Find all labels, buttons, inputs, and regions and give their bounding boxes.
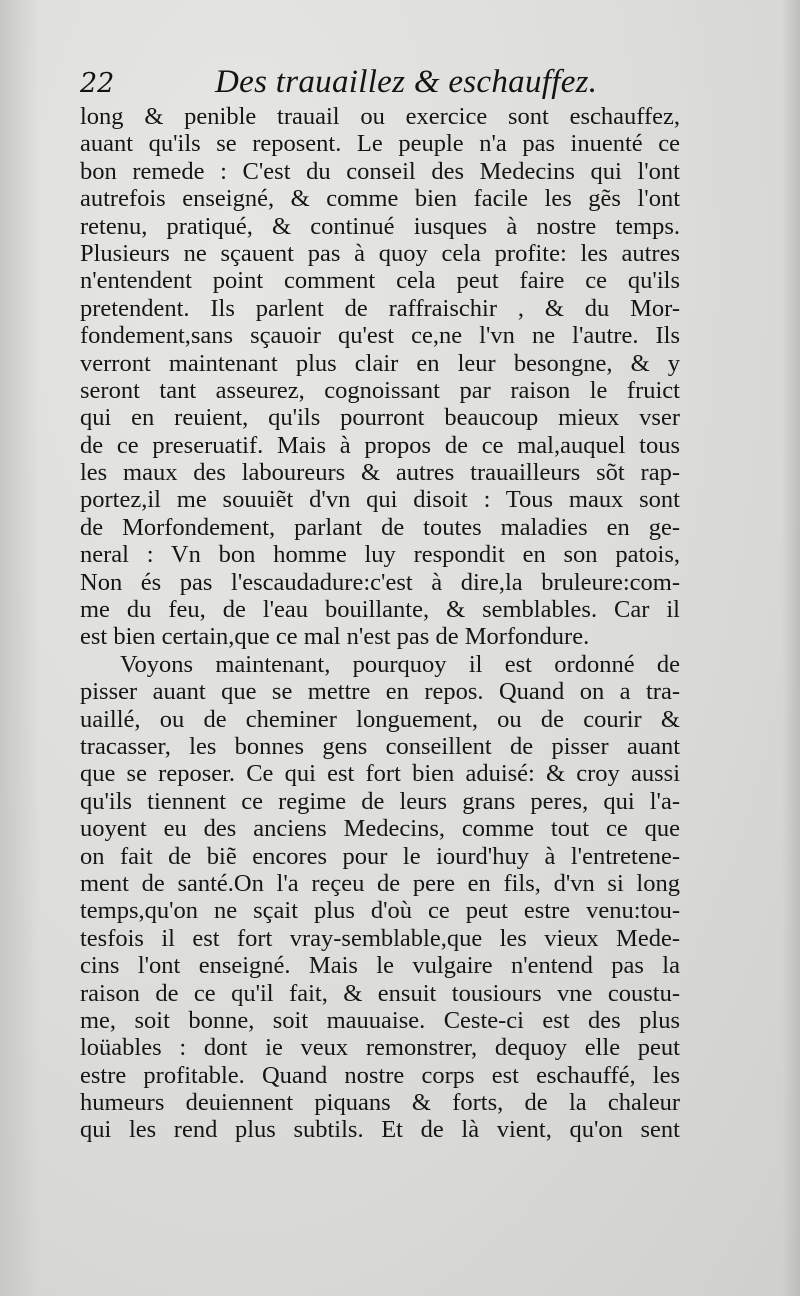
text-line: les maux des laboureurs & autres trauailleurs sõt rap- xyxy=(80,459,680,487)
text-line: on fait de biẽ encores pour le iourd'huy à l'entretene- xyxy=(80,842,680,870)
text-line: n'entendent point comment cela peut faire ce qu'ils xyxy=(80,267,680,295)
text-line: neral : Vn bon homme luy respondit en son patois, xyxy=(80,541,680,569)
text-line: bon remede : C'est du conseil des Medecins qui l'ont xyxy=(80,157,680,185)
text-line: me, soit bonne, soit mauuaise. Ceste-ci est des plus xyxy=(80,1006,680,1034)
text-line: ment de santé.On l'a reçeu de pere en fils, d'vn si long xyxy=(80,869,680,897)
page-header xyxy=(80,62,680,102)
text-line: auant qu'ils se reposent. Le peuple n'a pas inuenté ce xyxy=(80,130,680,158)
text-line: tracasser, les bonnes gens conseillent de pisser auant xyxy=(80,732,680,760)
text-line: seront tant asseurez, cognoissant par raison le fruict xyxy=(80,376,680,404)
text-line: de Morfondement, parlant de toutes maladies en ge- xyxy=(80,513,680,541)
text-line: qui les rend plus subtils. Et de là vient, qu'on sent xyxy=(80,1116,680,1144)
text-line: tesfois il est fort vray-semblable,que les vieux Mede- xyxy=(80,924,680,952)
text-line: Plusieurs ne sçauent pas à quoy cela profite: les autres xyxy=(80,239,680,267)
text-line: me du feu, de l'eau bouillante, & semblables. Car il xyxy=(80,596,680,624)
running-head: Des trauaillez & eschauffez. xyxy=(215,64,598,100)
text-line: Non és pas l'escaudadure:c'est à dire,la bruleure:com- xyxy=(80,568,680,596)
text-line: temps,qu'on ne sçait plus d'où ce peut estre venu:tou- xyxy=(80,897,680,925)
text-line: loüables : dont ie veux remonstrer, dequoy elle peut xyxy=(80,1034,680,1062)
text-line: de ce preseruatif. Mais à propos de ce mal,auquel tous xyxy=(80,431,680,459)
text-line: retenu, pratiqué, & continué iusques à nostre temps. xyxy=(80,212,680,240)
text-line: que se reposer. Ce qui est fort bien aduisé: & croy aussi xyxy=(80,760,680,788)
text-line: uoyent eu des anciens Medecins, comme tout ce que xyxy=(80,815,680,843)
text-line: fondement,sans sçauoir qu'est ce,ne l'vn ne l'autre. Ils xyxy=(80,322,680,350)
text-line: pretendent. Ils parlent de raffraischir , & du Mor- xyxy=(80,294,680,322)
text-line: portez,il me souuiẽt d'vn qui disoit : Tous maux sont xyxy=(80,486,680,514)
text-line: uaillé, ou de cheminer longuement, ou de courir & xyxy=(80,705,680,733)
text-line: verront maintenant plus clair en leur besongne, & y xyxy=(80,349,680,377)
body-text xyxy=(80,103,680,1144)
text-line: est bien certain,que ce mal n'est pas de Morfondure. xyxy=(80,623,590,651)
text-line: pisser auant que se mettre en repos. Quand on a tra- xyxy=(80,678,680,706)
text-line: raison de ce qu'il fait, & ensuit tousiours vne coustu- xyxy=(80,979,680,1007)
text-line: long & penible trauail ou exercice sont eschauffez, xyxy=(80,103,680,130)
text-line: estre profitable. Quand nostre corps est eschauffé, les xyxy=(80,1061,680,1089)
page-number: 22 xyxy=(80,68,115,99)
text-line: qu'ils tiennent ce regime de leurs grans peres, qui l'a- xyxy=(80,787,680,815)
text-line: cins l'ont enseigné. Mais le vulgaire n'entend pas la xyxy=(80,952,680,980)
text-line: qui en reuient, qu'ils pourront beaucoup mieux vser xyxy=(80,404,680,432)
text-line: autrefois enseigné, & comme bien facile les gẽs l'ont xyxy=(80,185,680,213)
text-line: Voyons maintenant, pourquoy il est ordonné de xyxy=(120,650,680,678)
text-line: humeurs deuiennent piquans & forts, de la chaleur xyxy=(80,1089,680,1117)
